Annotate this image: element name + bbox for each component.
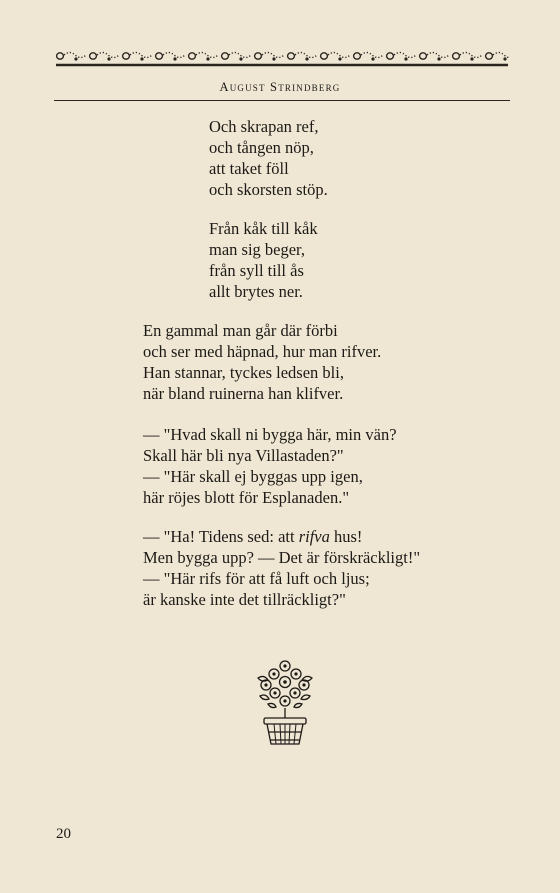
stanza-5 bbox=[143, 526, 420, 610]
verse-line: och skorsten stöp. bbox=[209, 180, 328, 199]
verse-line: — "Här rifs för att få luft och ljus; bbox=[143, 569, 370, 588]
stanza-3 bbox=[143, 320, 381, 404]
running-head: August Strindberg bbox=[219, 80, 341, 94]
header-rule bbox=[54, 100, 510, 101]
verse-line bbox=[143, 526, 420, 547]
verse-line: — "Här skall ej byggas upp igen, bbox=[143, 467, 363, 486]
stanza-2 bbox=[209, 218, 318, 302]
verse-line: när bland ruinerna han klifver. bbox=[143, 384, 344, 403]
verse-line: och tången nöp, bbox=[209, 138, 314, 157]
stanza-1 bbox=[209, 116, 328, 200]
page-number: 20 bbox=[56, 826, 71, 842]
stanza-4 bbox=[143, 424, 397, 508]
flower-pot-vignette-icon bbox=[254, 656, 316, 748]
top-ornament-border bbox=[54, 47, 510, 69]
italic-word: rifva bbox=[298, 527, 330, 546]
verse-line: att taket föll bbox=[209, 159, 289, 178]
verse-line: är kanske inte det tillräckligt?" bbox=[143, 590, 346, 609]
verse-line: Från kåk till kåk bbox=[209, 219, 318, 238]
verse-fragment: — "Ha! Tidens sed: att bbox=[143, 527, 299, 546]
verse-line: från syll till ås bbox=[209, 261, 304, 280]
verse-line: Men bygga upp? — Det är förskräckligt!" bbox=[143, 548, 421, 567]
verse-line: man sig beger, bbox=[209, 240, 306, 259]
verse-line: — "Hvad skall ni bygga här, min vän? bbox=[143, 425, 397, 444]
verse-fragment: hus! bbox=[329, 527, 363, 546]
verse-line: Han stannar, tyckes ledsen bli, bbox=[143, 363, 344, 382]
verse-line: här röjes blott för Esplanaden." bbox=[143, 488, 350, 507]
verse-line: och ser med häpnad, hur man rifver. bbox=[143, 342, 382, 361]
verse-line: allt brytes ner. bbox=[209, 282, 303, 301]
verse-line: Skall här bli nya Villastaden?" bbox=[143, 446, 344, 465]
verse-line: En gammal man går där förbi bbox=[143, 321, 338, 340]
verse-line: Och skrapan ref, bbox=[209, 117, 319, 136]
